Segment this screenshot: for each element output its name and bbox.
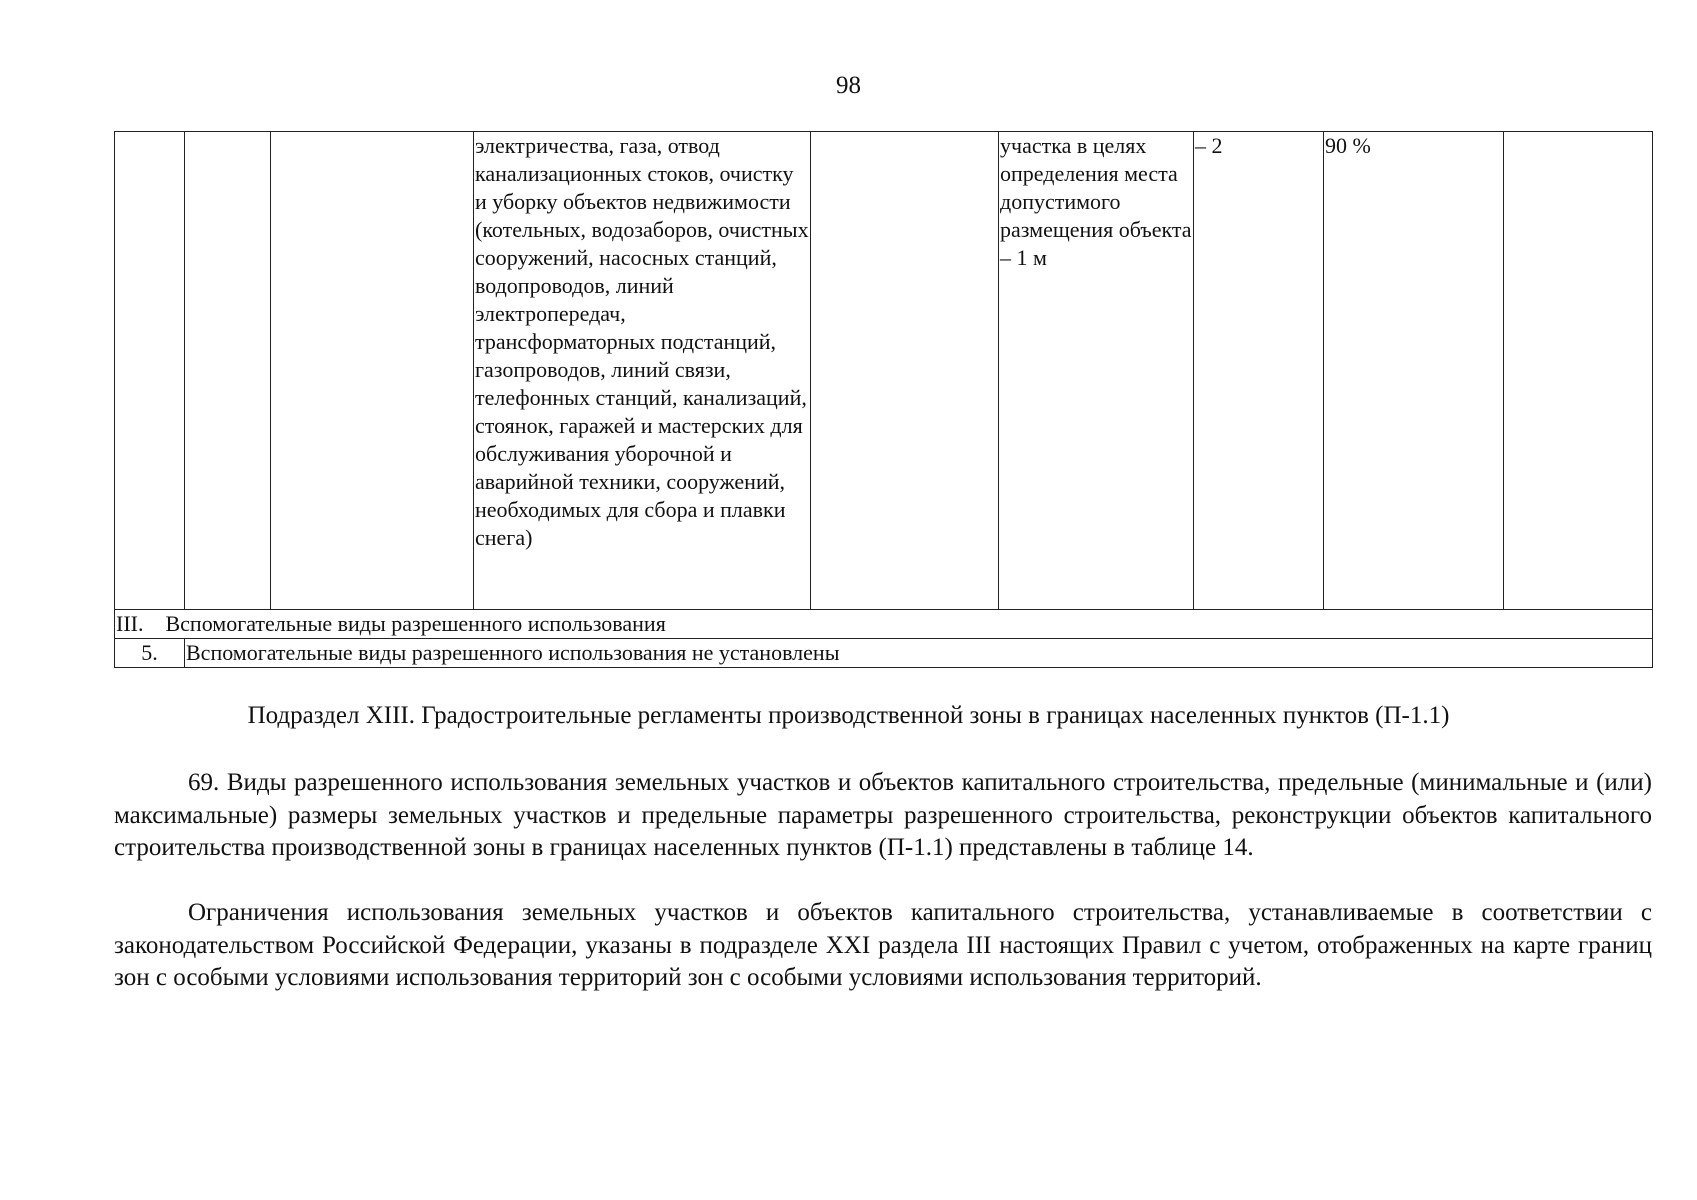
table-row <box>115 639 1653 668</box>
section-header: III. Вспомогательные виды разрешенного использования <box>115 610 1653 639</box>
row-number: 5. <box>115 639 185 668</box>
table-section-header-row <box>115 610 1653 639</box>
table-cell <box>1504 132 1653 610</box>
table-cell-description: электричества, газа, отвод канализационных стоков, очистку и уборку объектов недвижимости (котельных, водозаборов, очистных сооружений, насосных станций, водопроводов, линий электропередач, трансформаторных подстанций, газопроводов, линий связи, телефонных станций, канализаций, стоянок, гаражей и мастерских для обслуживания уборочной и аварийной техники, сооружений, необходимых для сбора и плавки снега) <box>474 132 811 610</box>
paragraph: 69. Виды разрешенного использования земельных участков и объектов капитального строительства, предельные (минимальные и (или) максимальные) размеры земельных участков и предельные параметры разрешенного строительства, реконструкции объектов капитального строительства производственной зоны в границах населенных пунктов (П-1.1) представлены в таблице 14. <box>114 769 1652 861</box>
table-cell-coverage: 90 % <box>1324 132 1504 610</box>
table-cell <box>271 132 474 610</box>
table-cell <box>811 132 999 610</box>
page-number: 98 <box>836 72 861 99</box>
row-text: Вспомогательные виды разрешенного использования не установлены <box>185 639 1653 668</box>
table-cell <box>115 132 185 610</box>
table-row <box>115 132 1653 610</box>
table-cell <box>185 132 271 610</box>
table-cell-floors: – 2 <box>1194 132 1324 610</box>
table-cell-indent-rule: участка в целях определения места допустимого размещения объекта – 1 м <box>999 132 1194 610</box>
subsection-title: Подраздел XIII. Градостроительные регламенты производственной зоны в границах населенных пунктов (П-1.1) <box>247 702 1450 729</box>
regulations-table <box>114 131 1653 668</box>
paragraph: Ограничения использования земельных участков и объектов капитального строительства, устанавливаемые в соответствии с законодательством Российской Федерации, указаны в подразделе XXI раздела III настоящих Правил с учетом, отображенных на карте границ зон с особыми условиями использования территорий зон с особыми условиями использования территорий. <box>114 899 1652 991</box>
